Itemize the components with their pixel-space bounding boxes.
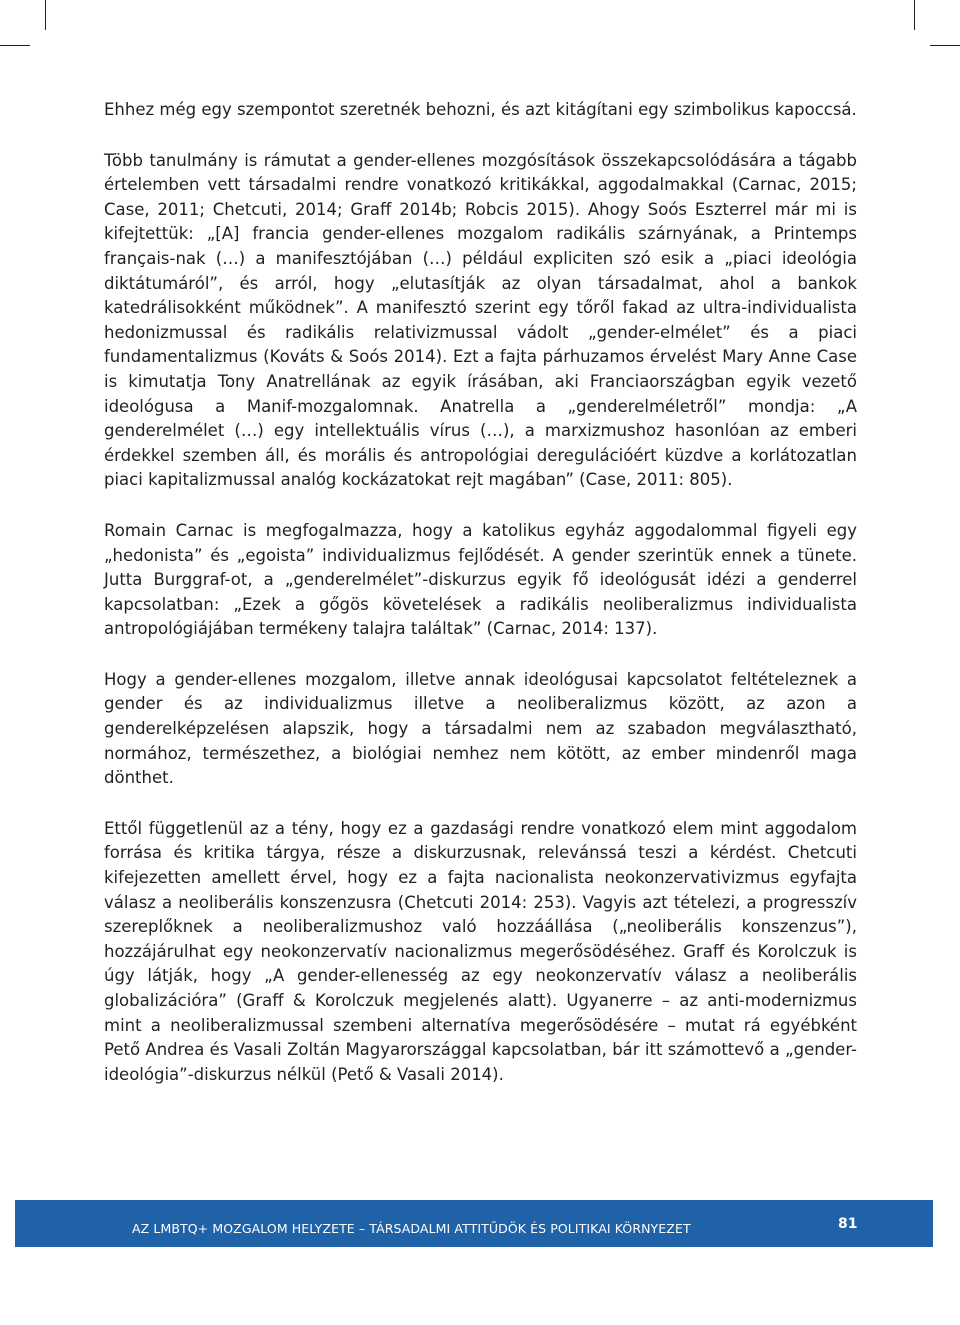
paragraph-1: Ehhez még egy szempontot szeretnék behozni, és azt kitágítani egy szimbolikus kapoccsá. [104, 100, 857, 119]
crop-mark-top-left-horizontal [0, 45, 30, 46]
footer-title: AZ LMBTQ+ MOZGALOM HELYZETE – TÁRSADALMI ATTITŰDÖK ÉS POLITIKAI KÖRNYEZET [132, 1221, 691, 1236]
crop-mark-top-left-vertical [45, 0, 46, 30]
crop-mark-top-right-vertical [914, 0, 915, 30]
paragraph-5: Ettől függetlenül az a tény, hogy ez a gazdasági rendre vonatkozó elem mint aggodalom forrása és kritika tárgya, része a diskurzusnak, relevánssá teszi a kérdést. Chetcuti kifejezetten amellett érvel, hogy ez a fajta nacionalista neokonzervativizmus egyfajta válasz a neoliberális konszenzusra (Chetcuti 2014: 253). Vagyis azt tételezi, a progresszív szereplőknek a neoliberalizmushoz való hozzáállása („neoliberális konszenzus”), hozzájárulhat egy neokonzervatív nacionalizmus megerősödéséhez. Graff és Korolczuk is úgy látják, hogy „A gender-ellenesség az egy neokonzervatív válasz a neoliberális globalizációra” (Graff & Korolczuk megjelenés alatt). Ugyanerre – az anti-modernizmus mint a neoliberalizmussal szembeni alternatíva megerősödésére – mutat rá egyébként Pető Andrea és Vasali Zoltán Magyarországgal kapcsolatban, bár itt számottevő a „gender-ideológia”-diskurzus nélkül (Pető & Vasali 2014). [104, 818, 857, 1084]
crop-mark-top-right-horizontal [930, 45, 960, 46]
page-body [104, 98, 857, 1113]
paragraph-2: Több tanulmány is rámutat a gender-ellenes mozgósítások összekapcsolódására a tágabb értelemben vett társadalmi rendre vonatkozó kritikákkal, aggodalmakkal (Carnac, 2015; Case, 2011; Chetcuti, 2014; Graff 2014b; Robcis 2015). Ahogy Soós Eszterrel már mi is kifejtettük: „[A] francia gender-ellenes mozgalom radikális szárnyának, a Printemps français-nak (…) a manifesztójában (…) például expliciten szó esik a „piaci ideológia diktátumáról”, és arról, hogy „elutasítják az olyan társadalmat, ahol a bankok katedrálisokként működnek”. A manifesztó szerint egy tőről fakad az ultra-individualista hedonizmussal és radikális relativizmussal vádolt „gender-elmélet” és a piaci fundamentalizmus (Kováts & Soós 2014). Ezt a fajta párhuzamos érvelést Mary Anne Case is kimutatja Tony Anatrellának az egyik írásában, aki Franciaországban egyik vezető ideológusa a Manif-mozgalomnak. Anatrella a „genderelméletről” mondja: „A genderelmélet (…) egy intellektuális vírus (…), a marxizmushoz hasonlóan az emberi érdekkel szemben áll, és morális és antropológiai deregulációért küzdve a korlátozatlan piaci kapitalizmussal analóg kockázatokat rejt magában” (Case, 2011: 805). [104, 150, 857, 490]
paragraph-4: Hogy a gender-ellenes mozgalom, illetve annak ideológusai kapcsolatot feltételeznek a gender és az individualizmus illetve a neoliberalizmus között, az azon a genderelképzelésen alapszik, hogy a társadalmi nem az szabadon megválasztható, normához, természethez, a biológiai nemhez nem kötött, az ember mindenről maga dönthet. [104, 669, 857, 788]
footer-band [15, 1200, 933, 1247]
paragraph-3: Romain Carnac is megfogalmazza, hogy a katolikus egyház aggodalommal figyeli egy „hedonista” és „egoista” individualizmus fejlődését. A gender szerintük ennek a tünete. Jutta Burggraf-ot, a „genderelmélet”-diskurzus egyik fő ideológusát idézi a genderrel kapcsolatban: „Ezek a gőgös követelések a radikális neoliberalizmus individualista antropológiájában termékeny talajra találtak” (Carnac, 2014: 137). [104, 520, 857, 639]
page-number: 81 [838, 1216, 858, 1232]
